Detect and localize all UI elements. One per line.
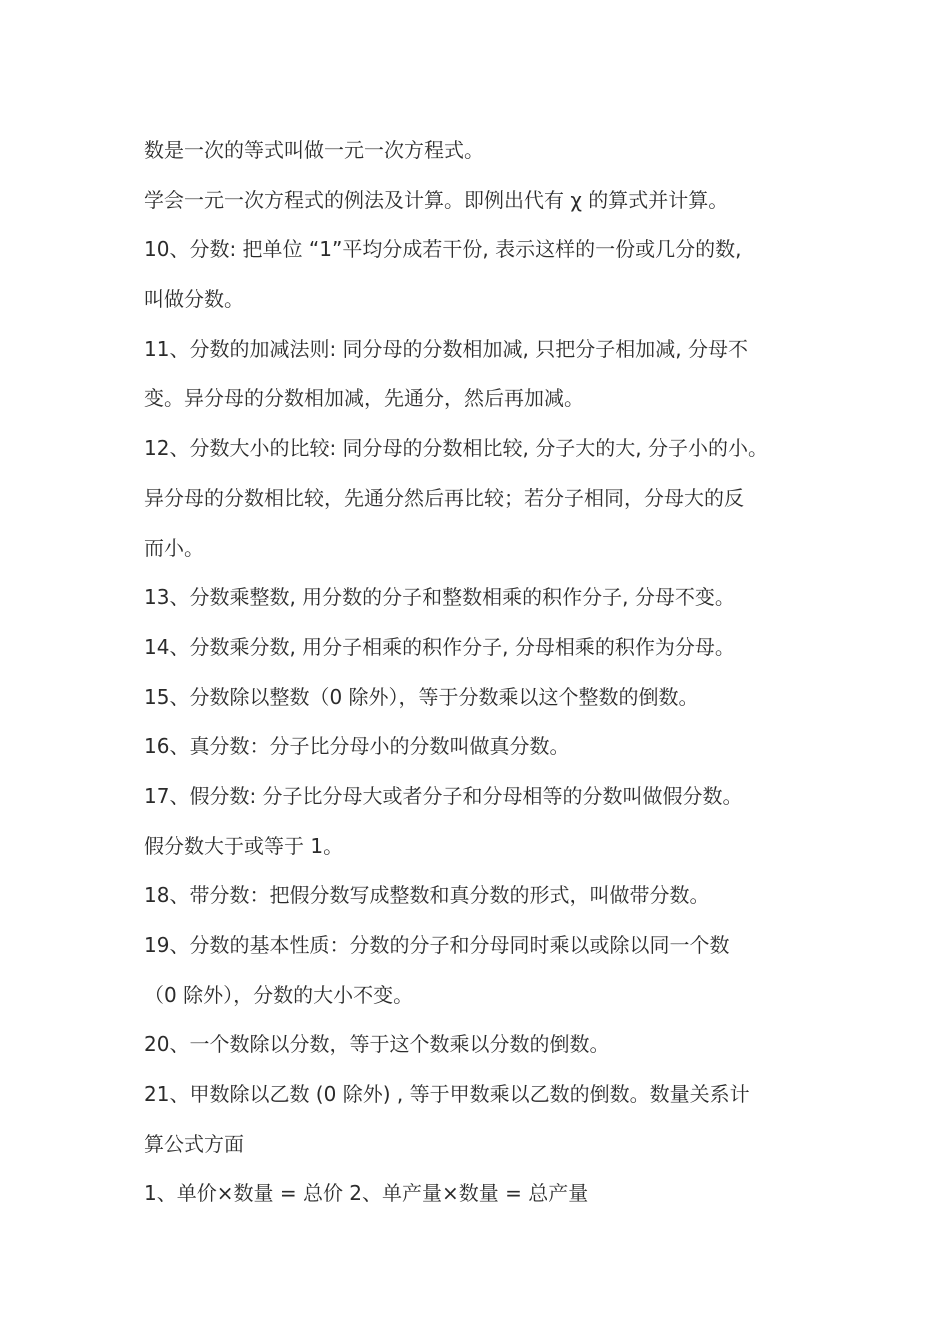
text-line: 13、分数乘整数, 用分数的分子和整数相乘的积作分子, 分母不变。 (144, 585, 735, 610)
text-line: 叫做分数。 (144, 287, 244, 312)
text-line: 18、带分数：把假分数写成整数和真分数的形式，叫做带分数。 (144, 883, 710, 908)
text-line: 而小。 (144, 535, 204, 560)
text-line: 20、一个数除以分数，等于这个数乘以分数的倒数。 (144, 1032, 610, 1057)
text-line: 1、单价×数量 = 总价 2、单产量×数量 = 总产量 (144, 1181, 589, 1206)
document-body (144, 130, 824, 1223)
text-line: 16、真分数：分子比分母小的分数叫做真分数。 (144, 734, 570, 759)
text-line: 算公式方面 (144, 1131, 244, 1156)
text-line: 11、分数的加减法则: 同分母的分数相加减, 只把分子相加减, 分母不 (144, 336, 748, 361)
text-line: 假分数大于或等于 1。 (144, 833, 344, 858)
text-line: 21、甲数除以乙数 (0 除外) , 等于甲数乘以乙数的倒数。数量关系计 (144, 1082, 750, 1107)
text-line: （0 除外），分数的大小不变。 (144, 982, 414, 1007)
text-line: 19、分数的基本性质：分数的分子和分母同时乘以或除以同一个数 (144, 933, 730, 957)
text-line: 15、分数除以整数（0 除外），等于分数乘以这个整数的倒数。 (144, 684, 699, 709)
text-line: 变。异分母的分数相加减，先通分，然后再加减。 (144, 386, 584, 411)
text-line: 10、分数: 把单位 “1”平均分成若干份, 表示这样的一份或几分的数, (144, 237, 742, 262)
text-line: 学会一元一次方程式的例法及计算。即例出代有 χ 的算式并计算。 (144, 187, 729, 212)
text-line: 数是一次的等式叫做一元一次方程式。 (144, 138, 484, 162)
text-line: 14、分数乘分数, 用分子相乘的积作分子, 分母相乘的积作为分母。 (144, 634, 735, 659)
text-line: 异分母的分数相比较，先通分然后再比较；若分子相同，分母大的反 (144, 485, 744, 510)
text-line: 17、假分数: 分子比分母大或者分子和分母相等的分数叫做假分数。 (144, 783, 743, 808)
text-line: 12、分数大小的比较: 同分母的分数相比较, 分子大的大, 分子小的小。 (144, 436, 768, 461)
